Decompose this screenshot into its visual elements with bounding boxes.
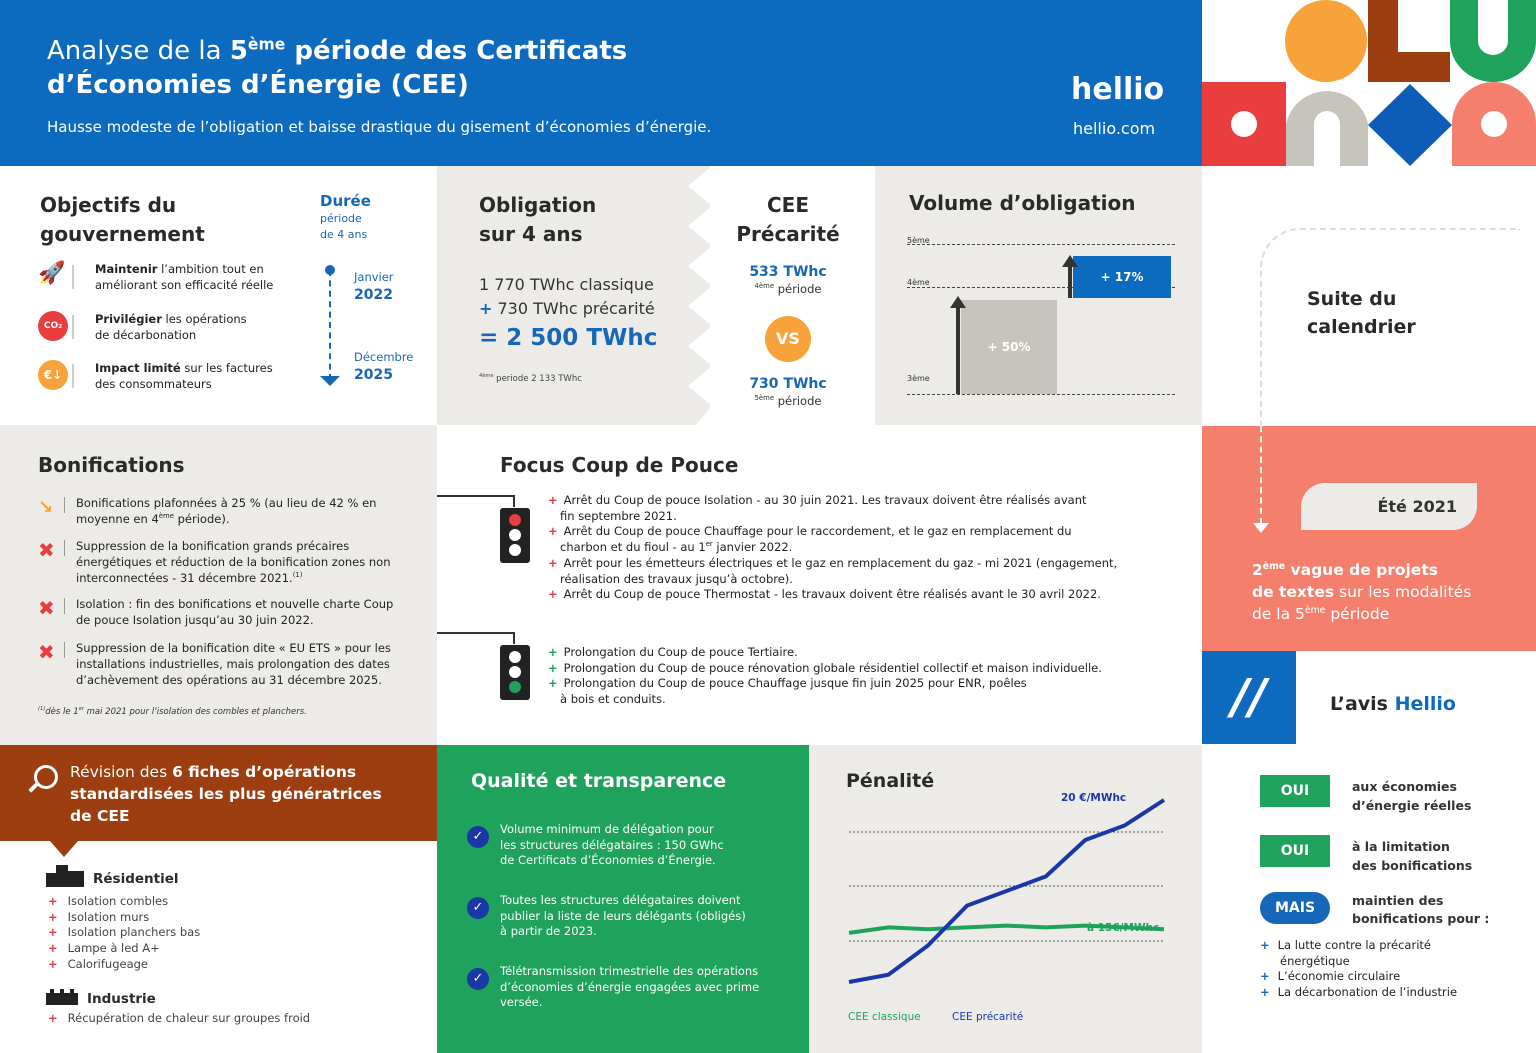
- series-line-cee-precarite: [849, 800, 1164, 982]
- bonifications-title: Bonifications: [38, 453, 185, 477]
- list-item: + Prolongation du Coup de pouce rénovation globale résidentiel collectif et maison individuelle.: [548, 660, 1102, 675]
- vs-badge: VS: [765, 316, 811, 362]
- list-item: + La décarbonation de l’industrie: [1260, 985, 1458, 1000]
- volume-title: Volume d’obligation: [909, 191, 1136, 215]
- penalite-section: [809, 745, 1202, 1053]
- list-item: + Récupération de chaleur sur groupes froid: [48, 1011, 311, 1025]
- event-description: 2ème vague de projets de textes sur les modalités de la 5ème période: [1252, 560, 1472, 623]
- bar-plus-50: + 50%: [961, 300, 1057, 394]
- obligation-precarite: + 730 TWhc précarité: [479, 299, 655, 318]
- calendrier-section: [1202, 166, 1536, 426]
- avis-list: [1260, 938, 1520, 1001]
- list-item: + La lutte contre la précarité énergétique: [1260, 938, 1431, 968]
- timeline-start: Janvier 2022: [354, 270, 394, 303]
- bonifications-footnote: $^{(1)}$dès le 1er mai 2021 pour l’isolation des combles et planchers.: [38, 706, 307, 717]
- quote-icon: //: [1202, 651, 1296, 744]
- data-label-high: 20 €/MWhc: [1061, 792, 1127, 804]
- duree-subtitle: période de 4 ans: [320, 212, 368, 241]
- obligation-note: $^{4ème}$ periode 2 133 TWhc: [479, 373, 582, 384]
- status-badge: OUI: [1260, 835, 1330, 867]
- search-icon: [28, 781, 39, 792]
- connector-line: [437, 495, 515, 507]
- focus-section: [437, 425, 1202, 745]
- check-icon: ✓: [467, 897, 489, 919]
- list-item: + Prolongation du Coup de pouce Tertiaire.: [548, 645, 798, 659]
- bar-plus-17: + 17%: [1073, 256, 1171, 298]
- cross-icon: ✖: [38, 640, 55, 664]
- duree-title: Durée: [320, 192, 371, 210]
- traffic-light-red-icon: [500, 508, 530, 563]
- zigzag-divider: [688, 166, 712, 425]
- timeline-start-dot: [325, 265, 335, 275]
- timeline-arrow-icon: [320, 376, 340, 386]
- obligation-total: = 2 500 TWhc: [479, 325, 658, 351]
- co2-icon: CO₂: [38, 311, 68, 341]
- list-item: + Isolation planchers bas: [48, 925, 201, 940]
- building-icon: [46, 865, 84, 887]
- brand-url[interactable]: hellio.com: [1073, 119, 1156, 138]
- list-item: + Arrêt du Coup de pouce Isolation - au 30 juin 2021. Les travaux doivent être réalisés avant fin septembre 2021.: [548, 493, 1087, 523]
- euro-down-icon: €↓: [38, 360, 68, 390]
- list-item: + Lampe à led A+: [48, 941, 160, 956]
- check-icon: ✓: [467, 826, 489, 848]
- focus-red-list: [548, 493, 1188, 603]
- bonifications-section: Bonifications ↘ Bonifications plafonnées à 25 % (au lieu de 42 % en moyenne en 4ème période). ✖ Suppression de la bonification grands précaires énergétiques et réduction de la bonification zones non interconnectées - 31 décembre 2021.$^{(1)}$ ✖ Isolation : fin des bonifications et nouvelle charte Coup de pouce Isolation jusqu’au 30 juin 2022. ✖ Suppression de la bonification dite « EU ETS » pour les installations industrielles, mais prolongation des dates d’achèvement des opérations au 31 décembre 2025. $^{(1)}$dès le 1er mai 2021 pour l’isolation des combles et planchers.: [0, 425, 437, 745]
- obligation-title: Obligation sur 4 ans: [479, 193, 597, 246]
- level-4: 4ème: [907, 278, 930, 287]
- data-label-low: à 15€/MWhc: [1087, 922, 1160, 934]
- revision-banner-pointer: [50, 841, 78, 857]
- industrie-list: [48, 1011, 310, 1027]
- precarite-section: [710, 166, 875, 425]
- page-title: Analyse de la 5ème période des Certificats d’Économies d’Énergie (CEE): [47, 35, 628, 100]
- penalite-chart: [809, 745, 1202, 1053]
- orange-circle: [1285, 0, 1367, 82]
- status-badge: OUI: [1260, 775, 1330, 807]
- connector-line: [437, 632, 515, 644]
- objectifs-section: Objectifs du gouvernement 🚀 Maintenir l’ambition tout en améliorant son efficacité réelle CO₂ Privilégier les opérations de décarbonation €↓ Impact limité sur les factures des consommateurs Durée période de 4 ans Janvier 2022 Décembre 2025: [0, 166, 437, 425]
- brand-logo: hellio: [1071, 72, 1165, 107]
- avis-header: [1202, 651, 1536, 744]
- timeline-line: [329, 270, 331, 380]
- factory-icon: [46, 989, 78, 1005]
- list-item: + Arrêt pour les émetteurs électriques et le gaz en remplacement du gaz - mi 2021 (engagement, réalisation des travaux jusqu’à octobre).: [548, 555, 1118, 586]
- avis-title: L’avis Hellio: [1330, 693, 1456, 715]
- qualite-section: Qualité et transparence ✓ Volume minimum de délégation pour les structures délégataires : 150 GWhc de Certificats d’Économies d’Énergie. ✓ Toutes les structures délégataires doivent publier la liste de leurs délégants (obligés) à partir de 2023. ✓ Télétransmission trimestrielle des opérations d’économies d’énergie engagées avec prime versée.: [437, 745, 809, 1053]
- focus-title: Focus Coup de Pouce: [500, 453, 739, 477]
- level-3: 3ème: [907, 374, 930, 383]
- list-item: + L’économie circulaire: [1260, 969, 1401, 984]
- volume-section: [875, 166, 1202, 425]
- check-icon: ✓: [467, 968, 489, 990]
- list-item: + Prolongation du Coup de pouce Chauffage jusque fin juin 2025 pour ENR, poêles à bois et conduits.: [548, 676, 1027, 707]
- page-subtitle: Hausse modeste de l’obligation et baisse drastique du gisement d’économies d’énergie.: [47, 118, 712, 136]
- qualite-title: Qualité et transparence: [471, 770, 727, 792]
- arrow-up-icon: [1062, 255, 1078, 267]
- timeline-end: Décembre 2025: [354, 350, 414, 383]
- rocket-icon: 🚀: [38, 261, 66, 286]
- precarite-4eme: 533 TWhc $^{4ème}$ période: [749, 264, 827, 296]
- decorative-shapes: [1202, 0, 1536, 166]
- industrie-title: Industrie: [87, 991, 156, 1007]
- obligation-section: [437, 166, 710, 425]
- residentiel-title: Résidentiel: [93, 871, 179, 887]
- revision-title: Révision des 6 fiches d’opérations standardisées les plus génératrices de CEE: [70, 763, 382, 825]
- arrow-up-icon: [956, 302, 960, 394]
- avis-section: OUI aux économies d’énergie réelles OUI à la limitation des bonifications MAIS maintien des bonifications pour : + La lutte contre la précarité énergétique + L’économie circulaire + La décarbonation de l’industrie: [1202, 745, 1536, 1053]
- list-item: + Isolation combles: [48, 894, 169, 908]
- legend-cee-precarite: CEE précarité: [952, 1011, 1024, 1023]
- arrow-up-icon: [950, 296, 966, 308]
- list-item: + Calorifugeage: [48, 956, 149, 971]
- status-badge: MAIS: [1260, 892, 1330, 924]
- header-banner: [0, 0, 1202, 166]
- focus-green-list: [548, 645, 1188, 708]
- revision-banner: [0, 745, 437, 841]
- obligation-classique: 1 770 TWhc classique: [479, 275, 654, 294]
- precarite-title: CEE Précarité: [736, 193, 840, 246]
- cross-icon: ✖: [38, 596, 55, 620]
- residentiel-list: [48, 894, 200, 973]
- cross-icon: ✖: [38, 538, 55, 562]
- traffic-light-green-icon: [500, 645, 530, 700]
- calendrier-title: Suite du calendrier: [1307, 288, 1416, 338]
- arrow-down-right-icon: ↘: [38, 497, 54, 518]
- calendar-arrow-icon: [1253, 523, 1269, 533]
- level-5: 5ème: [907, 236, 930, 245]
- calendar-dashed-path: [1260, 426, 1262, 524]
- calendrier-event: [1202, 426, 1536, 651]
- list-item: + Arrêt du Coup de pouce Chauffage pour le raccordement, et le gaz en remplacement du charbon et du fioul - au 1er janvier 2022.: [548, 524, 1072, 555]
- arrow-up-icon: [1068, 262, 1072, 298]
- event-date: Été 2021: [1301, 483, 1477, 530]
- penalite-title: Pénalité: [846, 770, 935, 792]
- legend-cee-classique: CEE classique: [848, 1011, 921, 1023]
- list-item: + Isolation murs: [48, 909, 150, 924]
- revision-section: [0, 857, 437, 1053]
- precarite-5eme: 730 TWhc $^{5ème}$ période: [749, 376, 827, 408]
- list-item: + Arrêt du Coup de pouce Thermostat - les travaux doivent être réalisés avant le 30 avril 2022.: [548, 587, 1101, 602]
- objectifs-title: Objectifs du gouvernement: [40, 193, 205, 246]
